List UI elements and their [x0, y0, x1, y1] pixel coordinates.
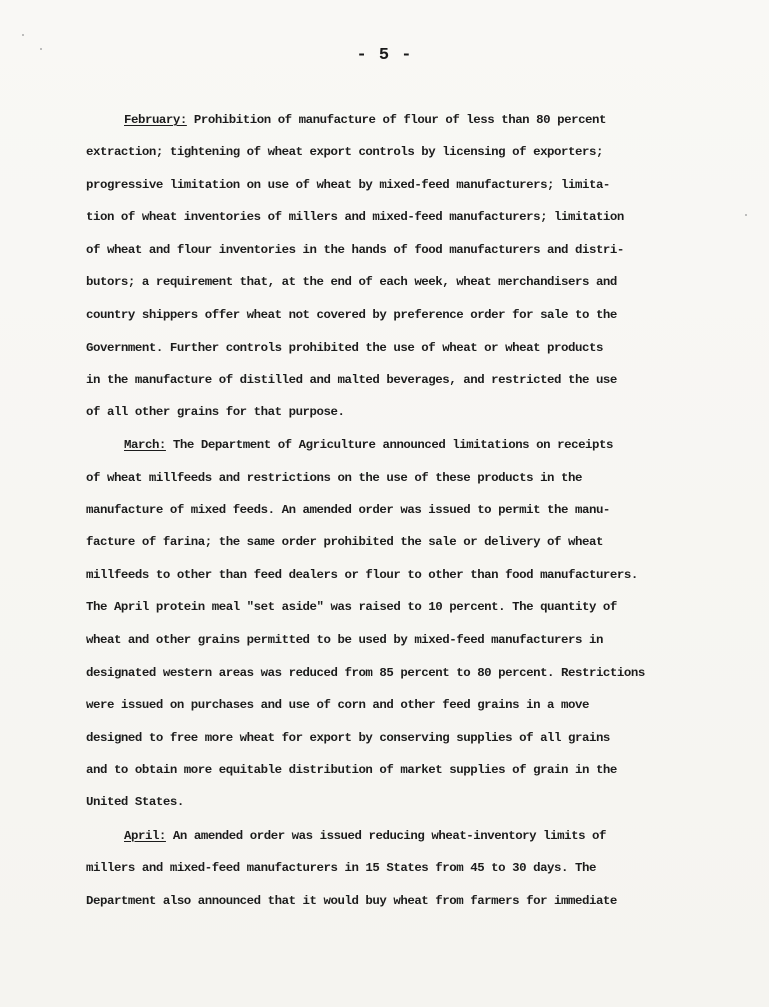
paragraph-february-line-5: of wheat and flour inventories in the hands of food manufacturers and distri- — [86, 243, 624, 257]
paragraph-february-line-7: country shippers offer wheat not covered by preference order for sale to the — [86, 308, 617, 322]
paragraph-march-line-5: millfeeds to other than feed dealers or flour to other than food manufacturers. — [86, 568, 638, 582]
april-heading: April: — [124, 829, 166, 843]
paragraph-march-line-3: manufacture of mixed feeds. An amended order was issued to permit the manu- — [86, 503, 610, 517]
paragraph-march-line-7: wheat and other grains permitted to be used by mixed-feed manufacturers in — [86, 633, 603, 647]
paper-speck — [745, 214, 747, 216]
paragraph-march-line-8: designated western areas was reduced from 85 percent to 80 percent. Restrictions — [86, 666, 645, 680]
paragraph-february-line-6: butors; a requirement that, at the end of each week, wheat merchandisers and — [86, 275, 617, 289]
february-heading: February: — [124, 113, 187, 127]
paragraph-march-line-10: designed to free more wheat for export by conserving supplies of all grains — [86, 731, 610, 745]
paragraph-february-line-1: February: Prohibition of manufacture of flour of less than 80 percent — [124, 113, 607, 127]
paragraph-march-line-4: facture of farina; the same order prohibited the sale or delivery of wheat — [86, 535, 603, 549]
paragraph-february-line-4: tion of wheat inventories of millers and mixed-feed manufacturers; limitation — [86, 210, 624, 224]
paragraph-february-line-2: extraction; tightening of wheat export controls by licensing of exporters; — [86, 145, 603, 159]
paragraph-march-line-1: March: The Department of Agriculture announced limitations on receipts — [124, 438, 613, 452]
paragraph-march-line-9: were issued on purchases and use of corn and other feed grains in a move — [86, 698, 589, 712]
paragraph-march-line-2: of wheat millfeeds and restrictions on the use of these products in the — [86, 471, 582, 485]
paper-speck — [22, 34, 24, 36]
paragraph-february-line-8: Government. Further controls prohibited the use of wheat or wheat products — [86, 341, 603, 355]
paper-speck — [40, 48, 42, 50]
paragraph-april-line-1: April: An amended order was issued reducing wheat-inventory limits of — [124, 829, 607, 843]
paragraph-april-line-3: Department also announced that it would buy wheat from farmers for immediate — [86, 894, 617, 908]
paragraph-april-line-2: millers and mixed-feed manufacturers in 15 States from 45 to 30 days. The — [86, 861, 596, 875]
paragraph-march-line-12: United States. — [86, 795, 184, 809]
paragraph-march-line-11: and to obtain more equitable distribution of market supplies of grain in the — [86, 763, 617, 777]
document-body — [0, 110, 769, 908]
paragraph-february-line-10: of all other grains for that purpose. — [86, 405, 345, 419]
paragraph-february-line-3: progressive limitation on use of wheat by mixed-feed manufacturers; limita- — [86, 178, 610, 192]
page-number: - 5 - — [356, 46, 413, 65]
paragraph-march-line-6: The April protein meal "set aside" was raised to 10 percent. The quantity of — [86, 600, 617, 614]
march-heading: March: — [124, 438, 166, 452]
paragraph-february-line-9: in the manufacture of distilled and malted beverages, and restricted the use — [86, 373, 617, 387]
